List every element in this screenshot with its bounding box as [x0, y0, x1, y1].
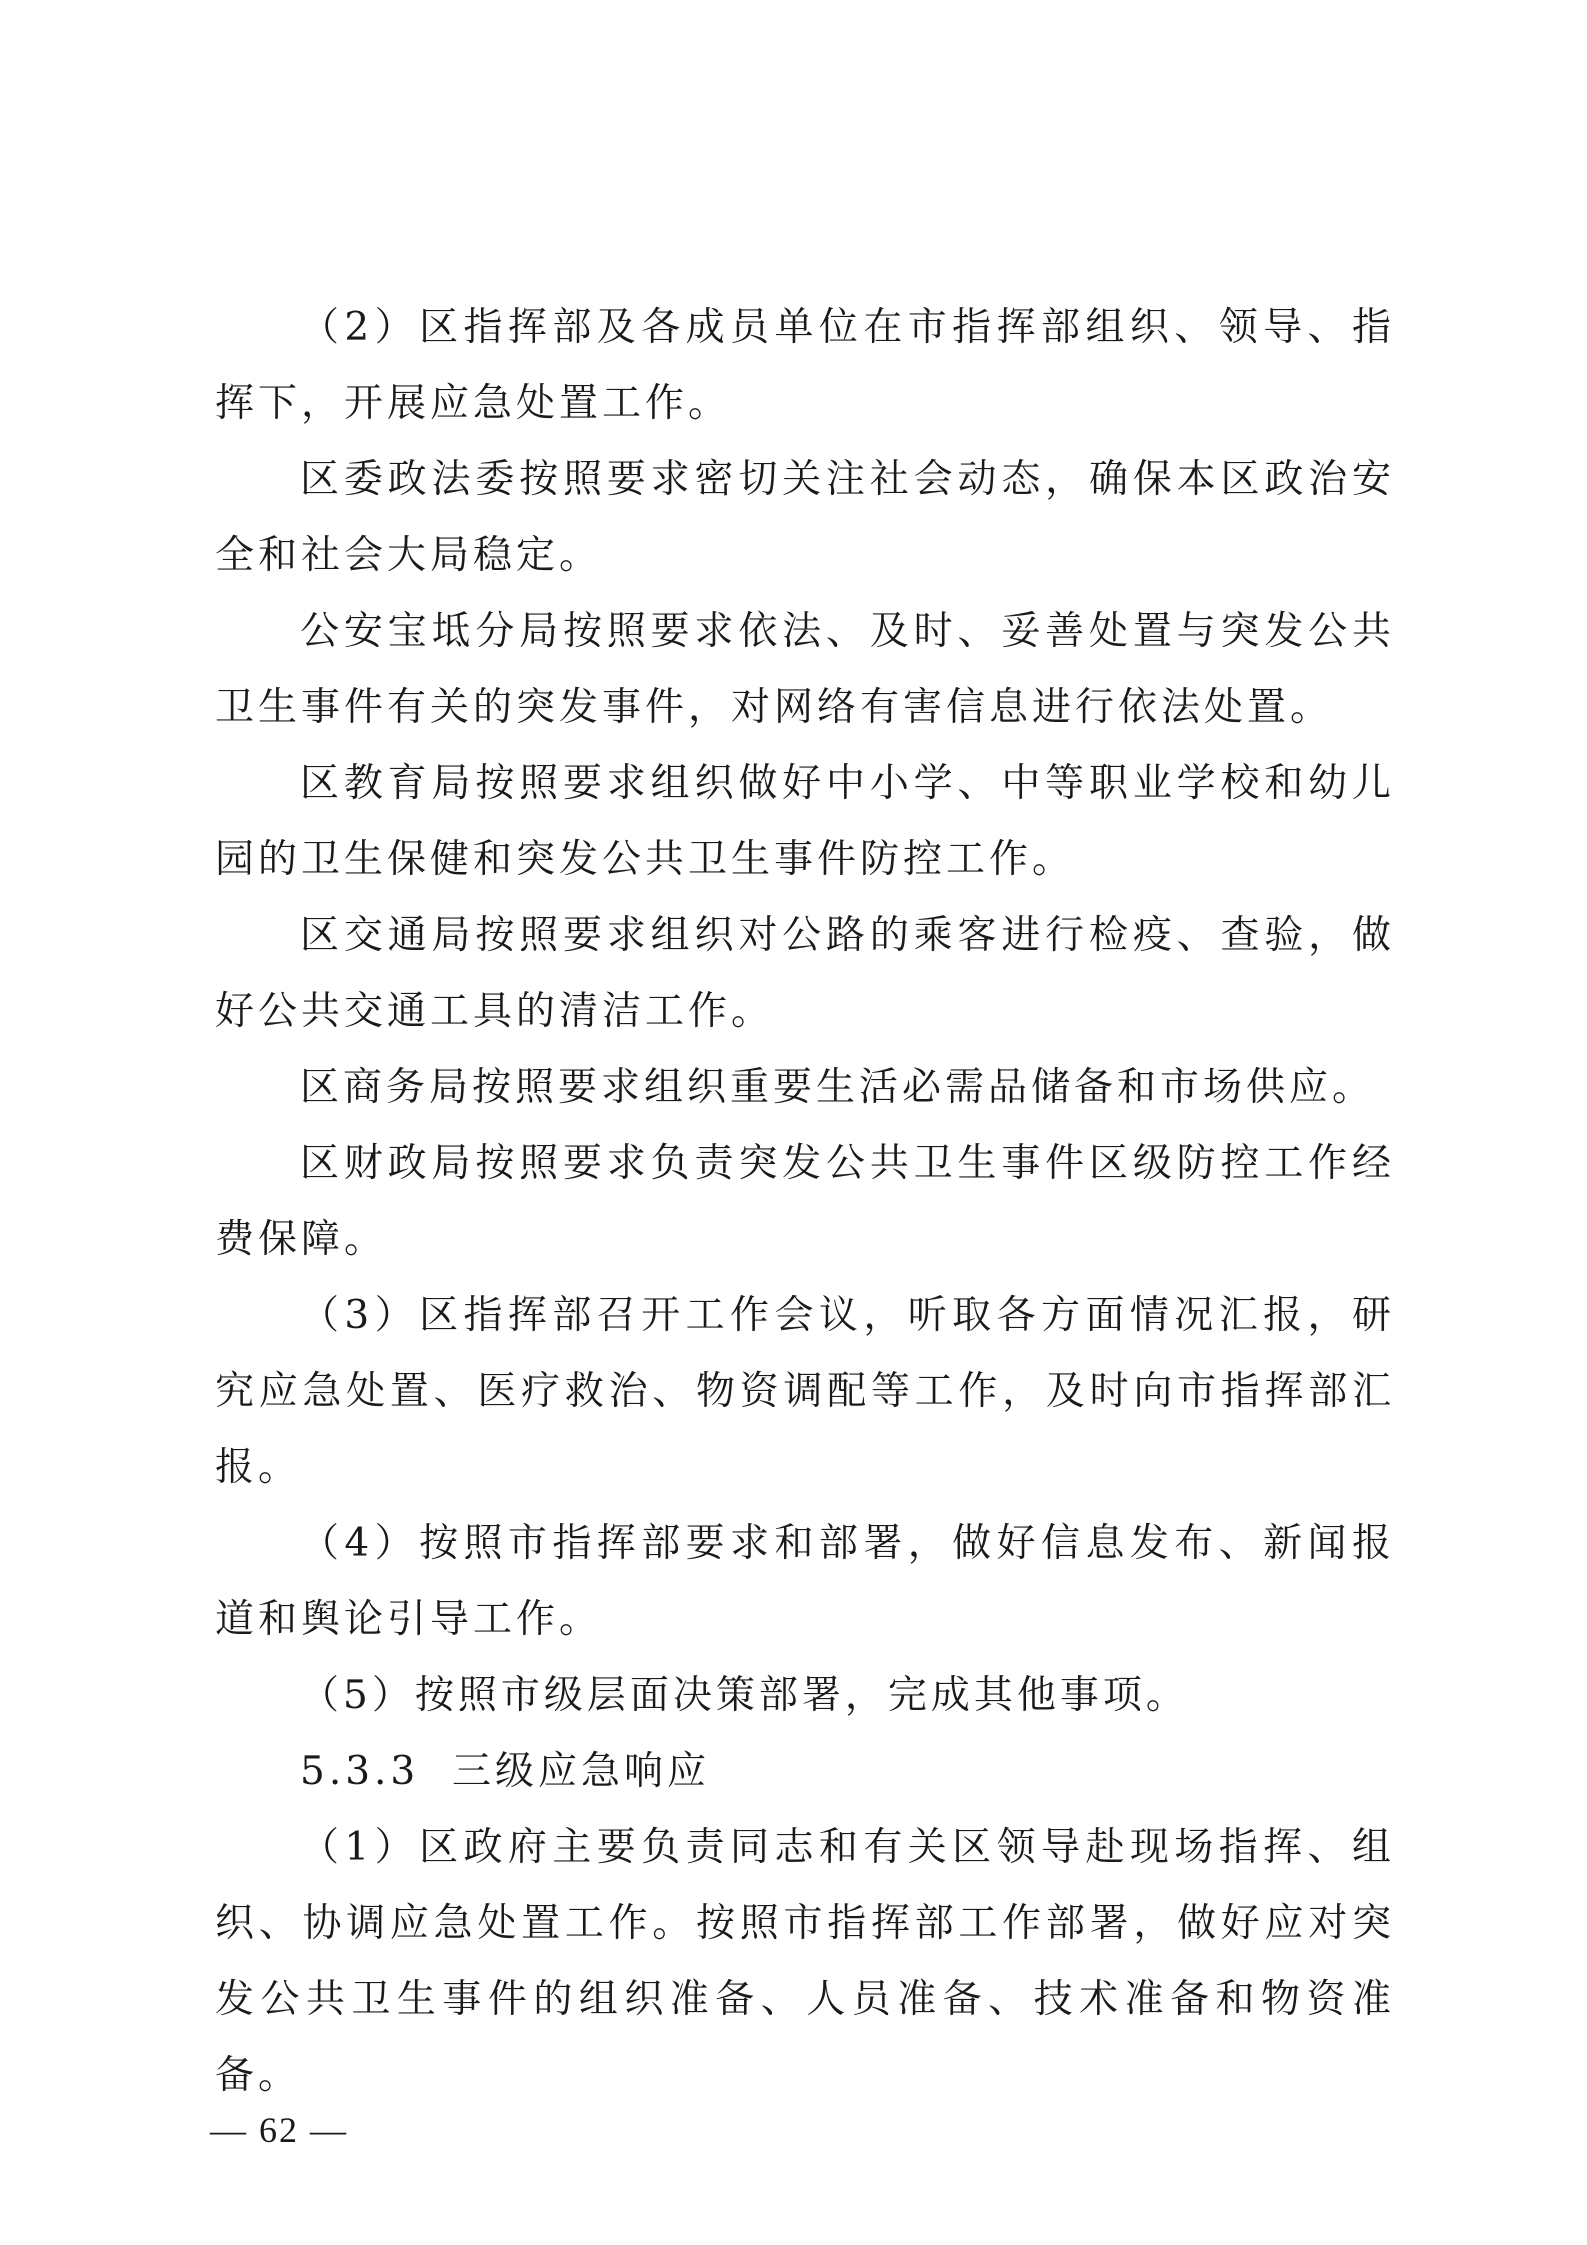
paragraph-10: （5）按照市级层面决策部署，完成其他事项。 — [300, 1673, 1189, 1718]
paragraph-3: 公安宝坻分局按照要求依法、及时、妥善处置与突发公共卫生事件有关的突发事件，对网络有害信息进行依法处置。 — [215, 609, 1395, 730]
paragraph-6: 区商务局按照要求组织重要生活必需品储备和市场供应。 — [300, 1065, 1376, 1110]
paragraph-8: （3）区指挥部召开工作会议，听取各方面情况汇报，研究应急处置、医疗救治、物资调配等工作，及时向市指挥部汇报。 — [215, 1293, 1395, 1490]
paragraph-5: 区交通局按照要求组织对公路的乘客进行检疫、查验，做好公共交通工具的清洁工作。 — [215, 913, 1395, 1034]
paragraph-2: 区委政法委按照要求密切关注社会动态，确保本区政治安全和社会大局稳定。 — [215, 457, 1395, 578]
paragraph-9: （4）按照市指挥部要求和部署，做好信息发布、新闻报道和舆论引导工作。 — [215, 1521, 1395, 1642]
paragraph-4: 区教育局按照要求组织做好中小学、中等职业学校和幼儿园的卫生保健和突发公共卫生事件防控工作。 — [215, 761, 1395, 882]
paragraph-12: （1）区政府主要负责同志和有关区领导赴现场指挥、组织、协调应急处置工作。按照市指挥部工作部署，做好应对突发公共卫生事件的组织准备、人员准备、技术准备和物资准备。 — [215, 1825, 1395, 2098]
page-number: — 62 — — [210, 2110, 348, 2150]
document-body — [215, 290, 1395, 2114]
paragraph-7: 区财政局按照要求负责突发公共卫生事件区级防控工作经费保障。 — [215, 1141, 1395, 1262]
paragraph-1: （2）区指挥部及各成员单位在市指挥部组织、领导、指挥下，开展应急处置工作。 — [215, 305, 1395, 426]
section-heading: 5.3.3 三级应急响应 — [300, 1749, 711, 1794]
